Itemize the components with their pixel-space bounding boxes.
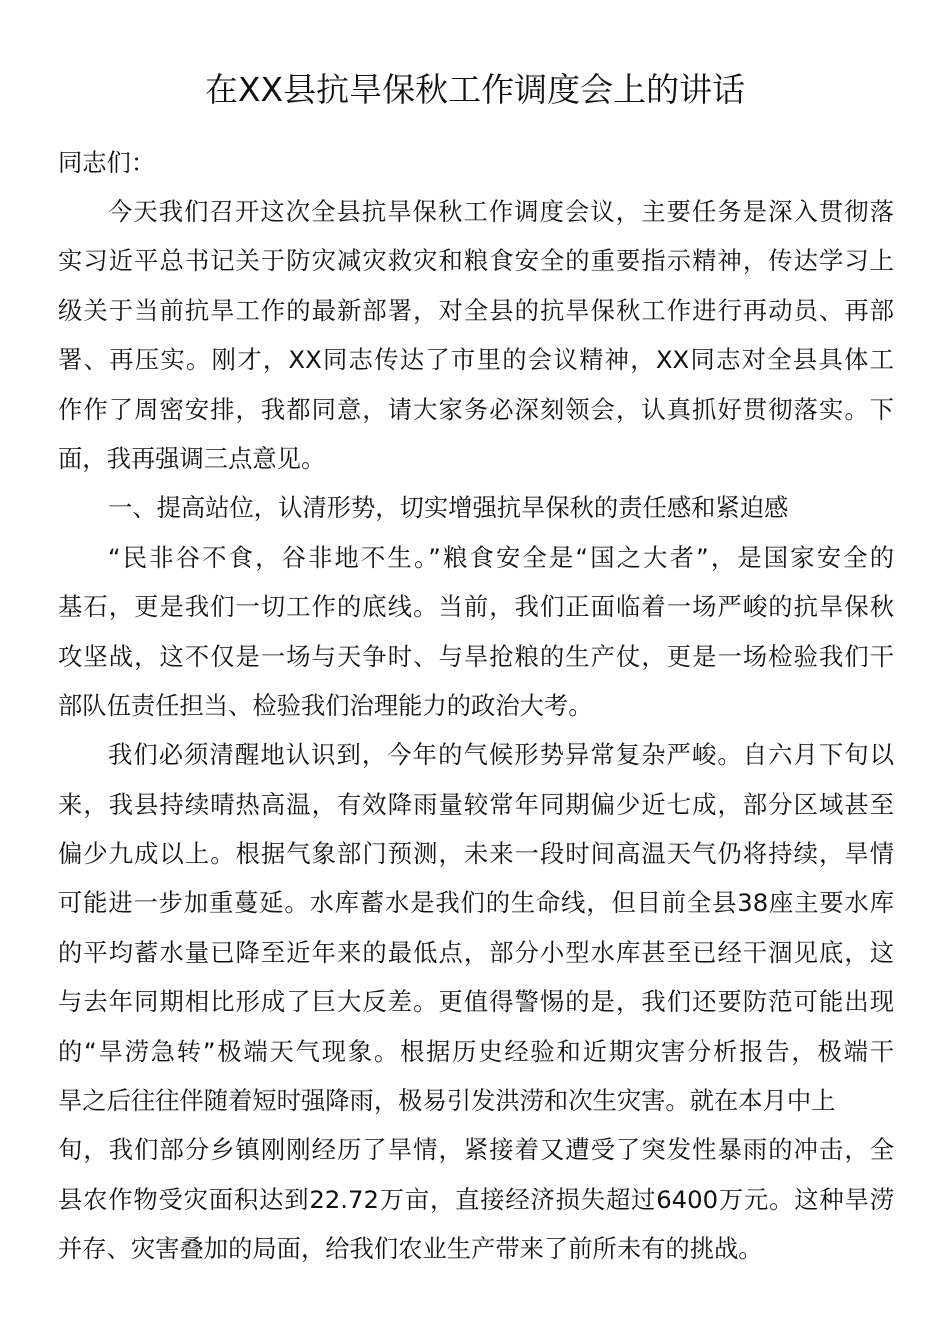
text-line: 面，我再强调三点意见。 [58,443,326,473]
text-line: 部队伍责任担当、检验我们治理能力的政治大考。 [58,690,593,720]
text-line: 攻坚战，这不仅是一场与天争时、与旱抢粮的生产仗，更是一场检验我们干 [58,641,894,671]
text-line: 并存、灾害叠加的局面，给我们农业生产带来了前所未有的挑战。 [58,1234,763,1264]
text-line: 与去年同期相比形成了巨大反差。更值得警惕的是，我们还要防范可能出现 [58,987,894,1017]
text-line: 作作了周密安排，我都同意，请大家务必深刻领会，认真抓好贯彻落实。下 [58,394,894,424]
text-line: 基石，更是我们一切工作的底线。当前，我们正面临着一场严峻的抗旱保秋 [58,592,894,622]
text-line: 署、再压实。刚才，XX同志传达了市里的会议精神，XX同志对全县具体工 [58,345,894,375]
text-line: 旱之后往往伴随着短时强降雨，极易引发洪涝和次生灾害。就在本月中上 [58,1086,836,1116]
text-line: “民非谷不食，谷非地不生。”粮食安全是“国之大者”，是国家安全的 [108,542,894,572]
text-line: 偏少九成以上。根据气象部门预测，未来一段时间高温天气仍将持续，旱情 [58,839,894,869]
text-line: 级关于当前抗旱工作的最新部署，对全县的抗旱保秋工作进行再动员、再部 [58,295,894,325]
text-line: 可能进一步加重蔓延。水库蓄水是我们的生命线，但目前全县38座主要水库 [58,888,894,918]
salutation: 同志们： [58,148,156,177]
body-text [58,187,894,1274]
text-line: 的“旱涝急转”极端天气现象。根据历史经验和近期灾害分析报告，极端干 [58,1036,894,1066]
text-line: 旬，我们部分乡镇刚刚经历了旱情，紧接着又遭受了突发性暴雨的冲击，全 [58,1135,894,1165]
text-line: 的平均蓄水量已降至近年来的最低点，部分小型水库甚至已经干涸见底，这 [58,937,894,967]
document-title: 在XX县抗旱保秋工作调度会上的讲话 [204,70,746,109]
text-line: 来，我县持续晴热高温，有效降雨量较常年同期偏少近七成，部分区域甚至 [58,789,894,819]
text-line: 县农作物受灾面积达到22.72万亩，直接经济损失超过6400万元。这种旱涝 [58,1184,894,1214]
text-line: 我们必须清醒地认识到，今年的气候形势异常复杂严峻。自六月下旬以 [108,740,894,770]
text-line: 今天我们召开这次全县抗旱保秋工作调度会议，主要任务是深入贯彻落 [108,197,894,226]
section-heading: 一、提高站位，认清形势，切实增强抗旱保秋的责任感和紧迫感 [108,493,789,523]
text-line: 实习近平总书记关于防灾减灾救灾和粮食安全的重要指示精神，传达学习上 [58,246,894,276]
